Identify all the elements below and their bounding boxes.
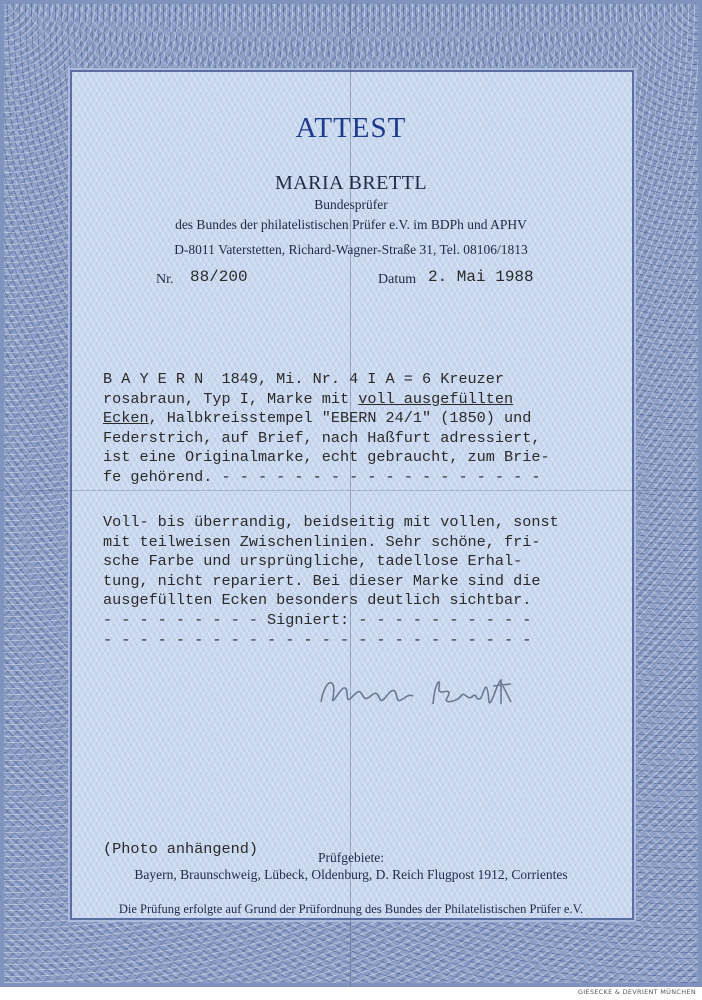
pruefgebiete-label: Prüfgebiete: xyxy=(318,850,384,865)
expert-role: Bundesprüfer xyxy=(314,197,388,212)
description-line-5: ist eine Originalmarke, echt gebraucht, zum Brie- xyxy=(103,448,550,467)
printer-imprint: GIESECKE & DEVRIENT MÜNCHEN xyxy=(577,988,696,996)
expert-name: MARIA BRETTL xyxy=(274,172,428,194)
condition-line-2: mit teilweisen Zwischenlinien. Sehr schöne, fri- xyxy=(103,532,541,551)
pruefgebiete-list: Bayern, Braunschweig, Lübeck, Oldenburg, D. Reich Flugpost 1912, Corrientes xyxy=(134,867,568,882)
certificate-number: 88/200 xyxy=(190,268,248,286)
fold-line-vertical xyxy=(350,0,351,987)
fold-line-horizontal xyxy=(0,490,702,491)
association-line: des Bundes der philatelistischen Prüfer e.V. im BDPh und APHV xyxy=(175,217,527,232)
condition-line-4: tung, nicht repariert. Bei dieser Marke sind die xyxy=(103,571,541,590)
description-line-4: Federstrich, auf Brief, nach Haßfurt adressiert, xyxy=(103,428,541,447)
condition-line-1: Voll- bis überrandig, beidseitig mit vollen, sonst xyxy=(103,513,559,531)
certificate-date: 2. Mai 1988 xyxy=(428,268,534,286)
description-line-3b: , Halbkreisstempel "EBERN 24/1" (1850) und xyxy=(148,409,532,428)
footer-statement: Die Prüfung erfolgte auf Grund der Prüfordnung des Bundes der Philatelistischen Prüfer e.V. xyxy=(118,902,584,916)
description-line-2b: voll ausgefüllten xyxy=(358,389,514,408)
condition-line-5: ausgefüllten Ecken besonders deutlich sichtbar. xyxy=(103,591,532,610)
description-line-3a: Ecken xyxy=(103,409,149,428)
description-line-2a: rosabraun, Typ I, Marke mit xyxy=(103,389,359,408)
attest-title: ATTEST xyxy=(295,112,407,144)
condition-line-3: sche Farbe und ursprüngliche, tadellose Erhal- xyxy=(103,552,523,571)
address-line: D-8011 Vaterstetten, Richard-Wagner-Straße 31, Tel. 08106/1813 xyxy=(174,242,528,257)
signature xyxy=(315,668,555,716)
description-line-6: fe gehörend. - - - - - - - - - - - - - - - - - - xyxy=(103,467,541,486)
signed-line: - - - - - - - - - Signiert: - - - - - - - - - - xyxy=(103,610,532,629)
photo-note: (Photo anhängend) xyxy=(103,840,258,858)
description-block xyxy=(103,370,603,488)
date-label: Datum xyxy=(378,272,417,287)
number-label: Nr. xyxy=(156,272,174,287)
condition-block xyxy=(103,513,603,650)
dash-line: - - - - - - - - - - - - - - - - - - - - - - - - xyxy=(103,630,532,649)
description-line-1: B A Y E R N 1849, Mi. Nr. 4 I A = 6 Kreuzer xyxy=(103,370,505,388)
